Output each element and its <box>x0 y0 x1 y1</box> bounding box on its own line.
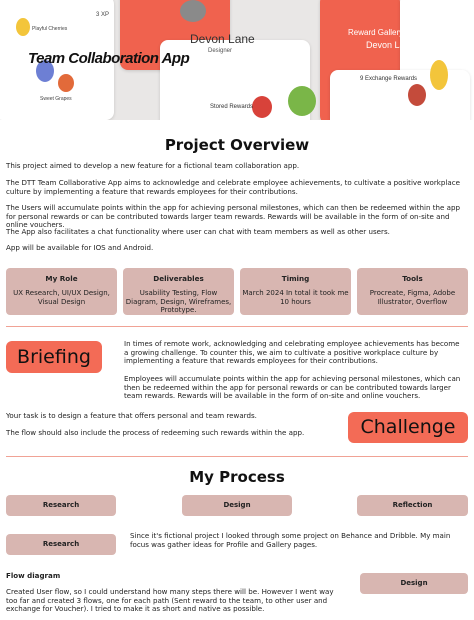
overview-paragraph: This project aimed to develop a new feature for a fictional team collaboration app. <box>6 161 300 170</box>
info-box-role <box>6 268 117 315</box>
briefing-paragraph: In times of remote work, acknowledging and celebrating employee achievements has become a growing challenge. To counter this, we aim to cultivate a positive workplace culture by implementing a feature that rewards employees for their contributions. <box>124 339 460 366</box>
overview-paragraph: The DTT Team Collaborative App aims to acknowledge and celebrate employee achievements, to cultivate a positive workplace culture by implementing a feature that rewards employees for their contributions. <box>6 178 460 196</box>
orange-illustration <box>58 74 74 92</box>
hero-banner <box>0 0 474 120</box>
overview-paragraph: The App also facilitates a chat functionality where user can chat with team members as well as other users. <box>6 227 390 236</box>
xp-label: 3 XP <box>96 12 110 18</box>
research-paragraph: Since it's fictional project I looked through some project on Behance and Dribble. My main focus was gather ideas for Profile and Gallery pages. <box>130 531 451 549</box>
divider <box>6 326 468 327</box>
info-box-body: Procreate, Figma, Adobe Illustrator, Overflow <box>369 289 456 306</box>
challenge-paragraph: The flow should also include the process of redeeming such rewards within the app. <box>6 428 305 437</box>
challenge-paragraph: Your task is to design a feature that offers personal and team rewards. <box>6 411 257 420</box>
briefing-paragraph: Employees will accumulate points within the app for achieving personal milestones, which can then be redeemed within the app for personal rewards or can be contributed towards larger team rewards. Rewards will be available in the form of on-site and online vouchers. <box>124 374 461 401</box>
reward-label: Playful Cherries <box>32 26 68 32</box>
divider <box>6 456 468 457</box>
flow-diagram-paragraph: Created User flow, so I could understand how many steps there will be. However I went way too far and created 3 flows, one for each path (Sent reward to the team, to other user and exchange for Voucher). I tried to make it as short and native as possible. <box>6 587 334 614</box>
info-box-title: Timing <box>281 274 310 283</box>
process-step-design: Design <box>182 495 292 516</box>
section-heading-overview: Project Overview <box>164 136 310 154</box>
challenge-label: Challenge <box>348 412 468 443</box>
info-box-tools <box>357 268 468 315</box>
info-box-body: Usability Testing, Flow Diagram, Design, Wireframes, Prototype. <box>125 289 232 315</box>
info-box-deliverables <box>123 268 234 315</box>
info-box-timing <box>240 268 351 315</box>
briefing-label: Briefing <box>6 341 102 373</box>
design-label: Design <box>360 573 468 594</box>
process-step-research: Research <box>6 495 116 516</box>
corn-illustration <box>430 60 448 90</box>
pomegranate-illustration <box>408 84 426 106</box>
avatar <box>180 0 206 22</box>
gallery-name: Devon Lane <box>366 40 415 50</box>
exchange-label: 9 Exchange Rewards <box>360 76 418 82</box>
info-box-body: UX Research, UI/UX Design, Visual Design <box>13 289 110 306</box>
reward-label: Sweet Grapes <box>40 96 72 102</box>
research-label: Research <box>6 534 116 555</box>
xp-label: 10 XP <box>440 12 460 19</box>
profile-role: Designer <box>208 48 233 54</box>
info-box-body: March 2024 In total it took me 10 hours <box>242 289 349 306</box>
overview-paragraph: The Users will accumulate points within the app for achieving personal milestones, which can then be redeemed within the app for personal rewards or can be contributed towards larger team rewards. Rewards will be available in the form of on-site and online vouchers. <box>6 203 460 230</box>
process-step-reflection: Reflection <box>357 495 468 516</box>
flow-diagram-heading: Flow diagram <box>6 571 61 580</box>
info-box-title: Tools <box>402 274 423 283</box>
cherry-illustration <box>252 96 272 118</box>
profile-name: Devon Lane <box>190 32 255 46</box>
section-heading-process: My Process <box>189 468 285 486</box>
gallery-title: Reward Gallery <box>348 28 404 37</box>
overview-paragraph: App will be available for IOS and Android. <box>6 243 154 252</box>
info-box-title: My Role <box>45 274 78 283</box>
apple-illustration <box>288 86 316 116</box>
lemon-illustration <box>16 18 30 36</box>
hero-title: Team Collaboration App <box>28 50 190 67</box>
stored-rewards-label: Stored Rewards <box>210 104 254 110</box>
info-box-title: Deliverables <box>153 274 204 283</box>
